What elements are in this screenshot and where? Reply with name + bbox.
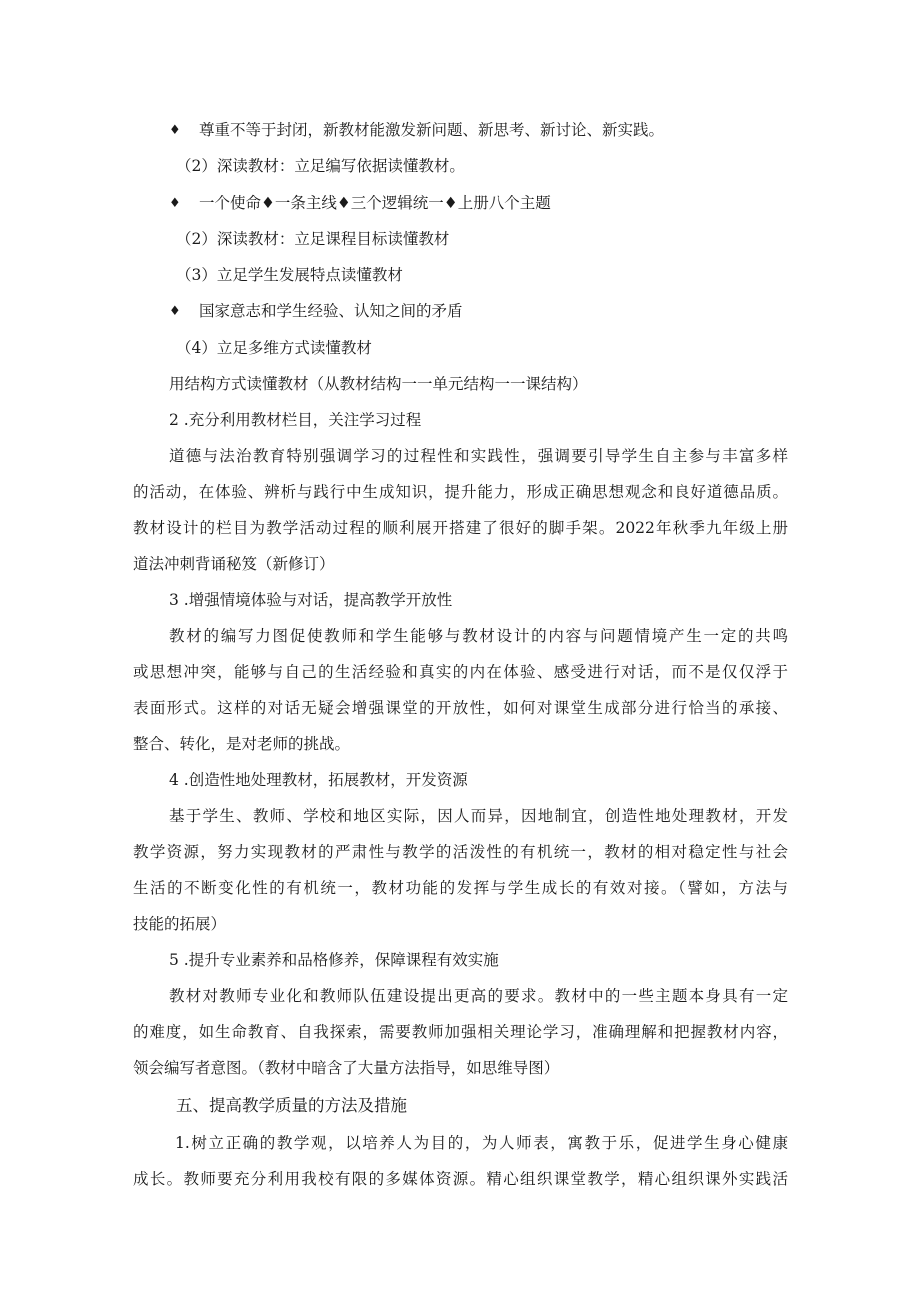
paragraph-line: 技能的拓展） bbox=[133, 915, 227, 933]
list-item: （3）立足学生发展特点读懂教材 bbox=[176, 266, 403, 284]
paragraph-line: 基于学生、教师、学校和地区实际，因人而异，因地制宜，创造性地处理教材，开发 bbox=[169, 807, 788, 825]
bullet-diamond-icon: ♦ bbox=[169, 123, 181, 138]
paragraph-line: 1.树立正确的教学观，以培养人为目的，为人师表，寓教于乐，促进学生身心健康 bbox=[175, 1134, 788, 1152]
paragraph-line: 成长。教师要充分利用我校有限的多媒体资源。精心组织课堂教学，精心组织课外实践活 bbox=[133, 1170, 788, 1188]
paragraph-line: 教材的编写力图促使教师和学生能够与教材设计的内容与问题情境产生一定的共鸣 bbox=[169, 627, 788, 645]
paragraph-line: 的活动，在体验、辨析与践行中生成知识，提升能力，形成正确思想观念和良好道德品质。 bbox=[133, 483, 788, 501]
paragraph-line: 道德与法治教育特别强调学习的过程性和实践性，强调要引导学生自主参与丰富多样 bbox=[169, 447, 788, 465]
paragraph-line: 道法冲刺背诵秘笈（新修订） bbox=[133, 555, 335, 573]
list-item: （4）立足多维方式读懂教材 bbox=[176, 339, 372, 357]
paragraph-line: 整合、转化，是对老师的挑战。 bbox=[133, 735, 351, 753]
list-item: 用结构方式读懂教材（从教材结构一一单元结构一一课结构） bbox=[169, 375, 588, 393]
bullet-diamond-icon: ♦ bbox=[169, 196, 181, 211]
section-heading: 3 .增强情境体验与对话，提高教学开放性 bbox=[169, 591, 453, 609]
part-heading: 五、提高教学质量的方法及措施 bbox=[176, 1096, 407, 1115]
paragraph-line: 教学资源，努力实现教材的严肃性与教学的活泼性的有机统一，教材的相对稳定性与社会 bbox=[133, 843, 788, 861]
paragraph-line: 教材设计的栏目为教学活动过程的顺利展开搭建了很好的脚手架。2022年秋季九年级上册 bbox=[133, 519, 788, 537]
paragraph-line: 的难度，如生命教育、自我探索，需要教师加强相关理论学习，准确理解和把握教材内容， bbox=[133, 1023, 788, 1041]
bullet-text: 尊重不等于封闭，新教材能激发新问题、新思考、新讨论、新实践。 bbox=[199, 121, 665, 139]
paragraph-line: 或思想冲突，能够与自己的生活经验和真实的内在体验、感受进行对话，而不是仅仅浮于 bbox=[133, 663, 788, 681]
bullet-text: 国家意志和学生经验、认知之间的矛盾 bbox=[199, 302, 463, 320]
paragraph-line: 表面形式。这样的对话无疑会增强课堂的开放性，如何对课堂生成部分进行恰当的承接、 bbox=[133, 699, 788, 717]
bullet-diamond-icon: ♦ bbox=[169, 304, 181, 319]
bullet-text: 一个使命♦一条主线♦三个逻辑统一♦上册八个主题 bbox=[199, 194, 551, 212]
section-heading: 5 .提升专业素养和品格修养，保障课程有效实施 bbox=[169, 951, 499, 969]
paragraph-line: 生活的不断变化性的有机统一，教材功能的发挥与学生成长的有效对接。（譬如，方法与 bbox=[133, 879, 788, 897]
section-heading: 4 .创造性地处理教材，拓展教材，开发资源 bbox=[169, 771, 468, 789]
paragraph-line: 教材对教师专业化和教师队伍建设提出更高的要求。教材中的一些主题本身具有一定 bbox=[169, 987, 788, 1005]
section-heading: 2 .充分利用教材栏目，关注学习过程 bbox=[169, 411, 422, 429]
paragraph-line: 领会编写者意图。（教材中暗含了大量方法指导，如思维导图） bbox=[133, 1059, 560, 1077]
list-item: （2）深读教材：立足课程目标读懂教材 bbox=[176, 230, 450, 248]
list-item: （2）深读教材：立足编写依据读懂教材。 bbox=[176, 157, 465, 175]
